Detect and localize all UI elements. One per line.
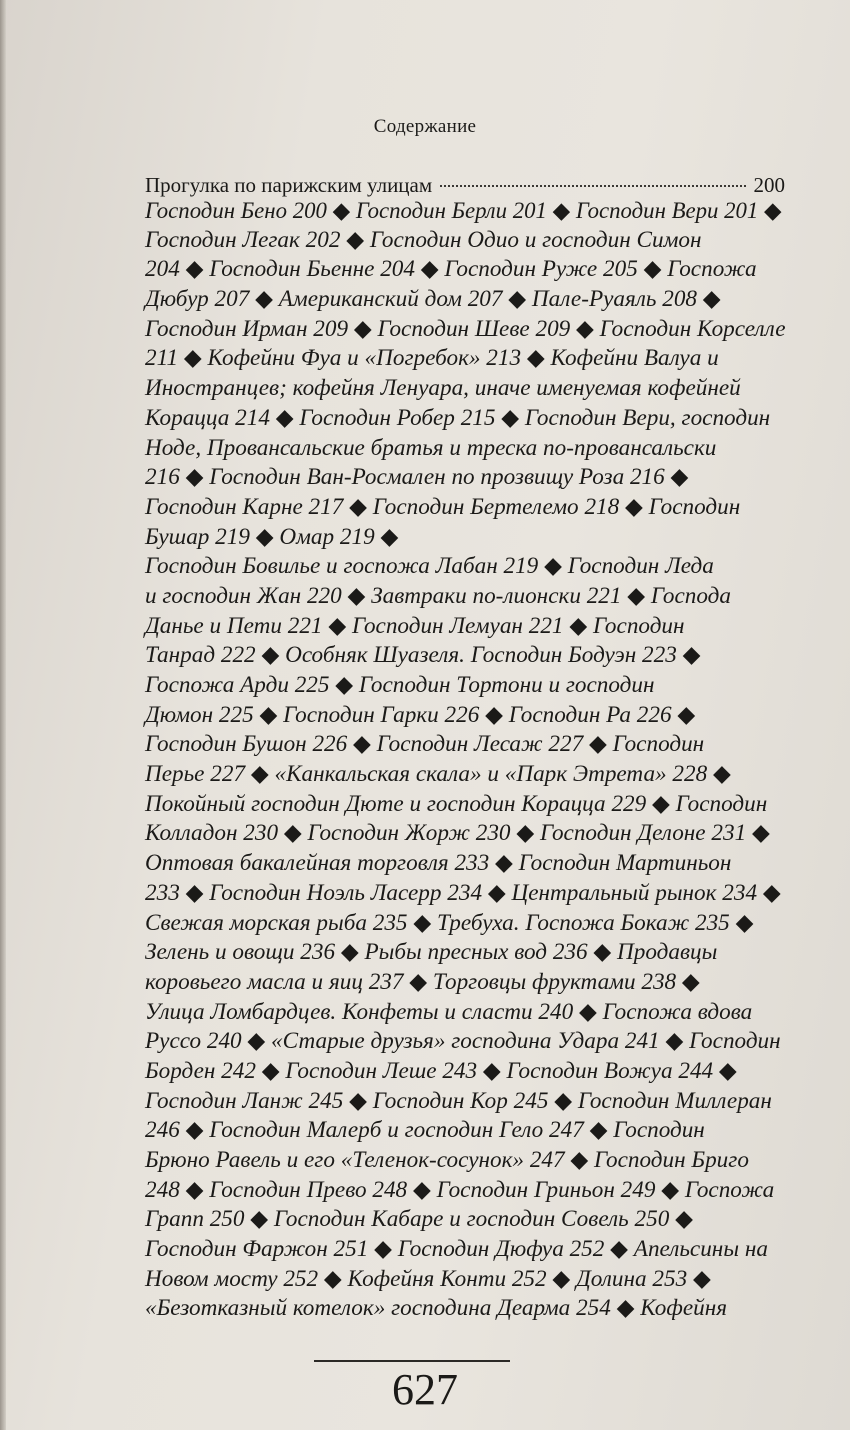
toc-line: Танрад 222 ◆ Особняк Шуазеля. Господин Бодуэн 223 ◆ (145, 642, 701, 669)
toc-line: Ноде, Провансальские братья и треска по-провансальски (145, 434, 717, 461)
toc-section-heading[interactable] (145, 173, 785, 198)
toc-line: Брюно Равель и его «Теленок-сосунок» 247 ◆ Господин Бриго (145, 1147, 749, 1173)
toc-line: 233 ◆ Господин Ноэль Ласерр 234 ◆ Центральный рынок 234 ◆ (145, 879, 781, 906)
toc-line: Руссо 240 ◆ «Старые друзья» господина Удара 241 ◆ Господин (145, 1028, 781, 1055)
toc-line: Новом мосту 252 ◆ Кофейня Конти 252 ◆ Долина 253 ◆ (145, 1265, 711, 1292)
toc-line: Колладон 230 ◆ Господин Жорж 230 ◆ Господин Делоне 231 ◆ (145, 820, 770, 847)
toc-line: Господин Фаржон 251 ◆ Господин Дюфуа 252 ◆ Апельсины на (145, 1236, 768, 1263)
page-number: 627 (392, 1365, 458, 1414)
toc-line: Данье и Пети 221 ◆ Господин Лемуан 221 ◆ Господин (145, 612, 685, 639)
toc-line: Свежая морская рыба 235 ◆ Требуха. Госпожа Бокаж 235 ◆ (145, 909, 754, 936)
toc-line: Господин Ланж 245 ◆ Господин Кор 245 ◆ Господин Миллеран (145, 1087, 772, 1114)
toc-line: Госпожа Арди 225 ◆ Господин Тортони и господин (145, 672, 655, 698)
toc-line: 216 ◆ Господин Ван-Росмален по прозвищу Роза 216 ◆ (145, 464, 689, 491)
toc-line: коровьего масла и яиц 237 ◆ Торговцы фруктами 238 ◆ (145, 968, 700, 995)
dot-leader (440, 185, 745, 187)
toc-line: Покойный господин Дюте и господин Корацца 229 ◆ Господин (145, 790, 768, 817)
section-title: Прогулка по парижским улицам (145, 173, 433, 197)
section-page-number: 200 (753, 173, 785, 197)
toc-line: 211 ◆ Кофейни Фуа и «Погребок» 213 ◆ Кофейни Валуа и (145, 345, 719, 372)
toc-line: Оптовая бакалейная торговля 233 ◆ Господин Мартиньон (145, 850, 732, 877)
toc-line: Перье 227 ◆ «Канкальская скала» и «Парк Этрета» 228 ◆ (145, 761, 731, 788)
toc-line: Дюбур 207 ◆ Американский дом 207 ◆ Пале-Руаяль 208 ◆ (145, 286, 721, 313)
toc-line: Иностранцев; кофейня Ленуара, иначе именуемая кофейней (145, 375, 741, 402)
toc-line: Дюмон 225 ◆ Господин Гарки 226 ◆ Господин Ра 226 ◆ (145, 701, 696, 728)
page-edge (0, 0, 6, 1430)
toc-line: 246 ◆ Господин Малерб и господин Гело 247 ◆ Господин (145, 1117, 705, 1144)
toc-line: Господин Бушон 226 ◆ Господин Лесаж 227 ◆ Господин (145, 731, 705, 758)
toc-line: Грапп 250 ◆ Господин Кабаре и господин Совель 250 ◆ (145, 1206, 693, 1233)
toc-line: Господин Ирман 209 ◆ Господин Шеве 209 ◆ Господин Корселле (145, 315, 786, 342)
toc-line: Господин Легак 202 ◆ Господин Одио и господин Симон (145, 226, 702, 253)
toc-line: «Безотказный котелок» господина Деарма 254 ◆ Кофейня (145, 1295, 728, 1322)
toc-line: Бушар 219 ◆ Омар 219 ◆ (145, 523, 399, 550)
toc-line: и господин Жан 220 ◆ Завтраки по-лионски 221 ◆ Господа (145, 582, 732, 609)
footer-rule (314, 1360, 510, 1362)
toc-entries (145, 196, 790, 1324)
running-head: Содержание (373, 116, 477, 137)
toc-line: Улица Ломбардцев. Конфеты и сласти 240 ◆ Госпожа вдова (145, 998, 753, 1025)
toc-line: 248 ◆ Господин Прево 248 ◆ Господин Гриньон 249 ◆ Госпожа (145, 1176, 775, 1203)
toc-line: Зелень и овощи 236 ◆ Рыбы пресных вод 236 ◆ Продавцы (145, 939, 718, 966)
toc-line: Господин Карне 217 ◆ Господин Бертелемо 218 ◆ Господин (145, 493, 741, 520)
toc-line: Господин Бено 200 ◆ Господин Берли 201 ◆ Господин Вери 201 ◆ (145, 198, 782, 223)
toc-line: Корацца 214 ◆ Господин Робер 215 ◆ Господин Вери, господин (145, 404, 771, 431)
toc-line: Господин Бовилье и госпожа Лабан 219 ◆ Господин Леда (145, 553, 714, 580)
toc-line: Борден 242 ◆ Господин Леше 243 ◆ Господин Вожуа 244 ◆ (145, 1057, 737, 1084)
toc-line: 204 ◆ Господин Бьенне 204 ◆ Господин Руже 205 ◆ Госпожа (145, 256, 757, 283)
